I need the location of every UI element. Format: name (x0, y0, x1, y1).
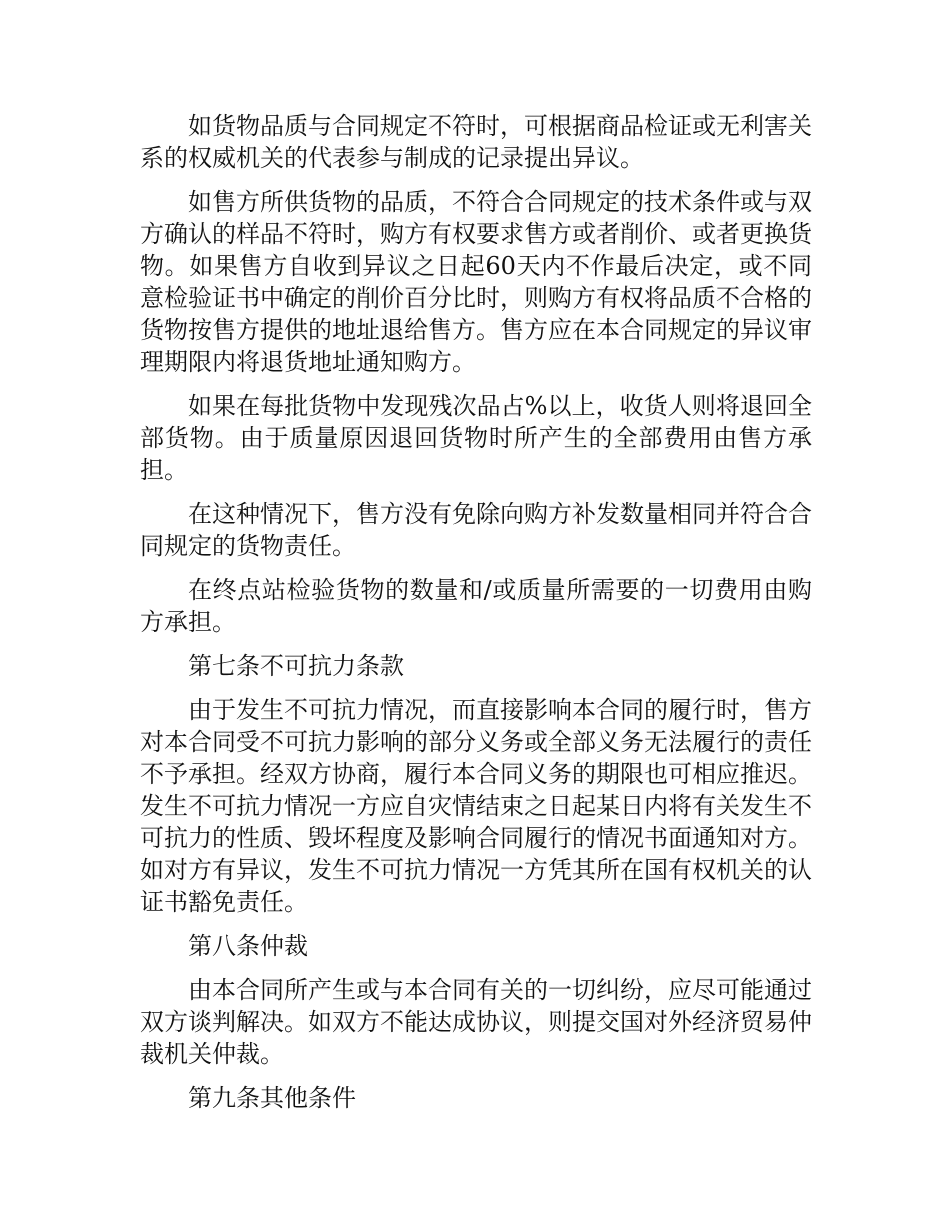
section-heading-article-8: 第八条仲裁 (188, 932, 308, 960)
paragraph-defect-return: 如果在每批货物中发现残次品占%以上，收货人则将退回全部货物。由于质量原因退回货物时所产生的全部费用由售方承担。 (140, 392, 812, 484)
paragraph-force-majeure: 由于发生不可抗力情况，而直接影响本合同的履行时，售方对本合同受不可抗力影响的部分义务或全部义务无法履行的责任不予承担。经双方协商，履行本合同义务的期限也可相应推迟。发生不可抗力情况一方应自灾情结束之日起某日内将有关发生不可抗力的性质、毁坏程度及影响合同履行的情况书面通知对方。如对方有异议，发生不可抗力情况一方凭其所在国有权机关的认证书豁免责任。 (140, 696, 812, 916)
document-body (140, 110, 812, 1126)
paragraph-inspection-cost: 在终点站检验货物的数量和/或质量所需要的一切费用由购方承担。 (140, 576, 812, 636)
paragraph-quality-objection: 如货物品质与合同规定不符时，可根据商品检证或无利害关系的权威机关的代表参与制成的记录提出异议。 (140, 112, 812, 172)
section-heading-article-7: 第七条不可抗力条款 (188, 652, 404, 680)
paragraph-replacement-liability: 在这种情况下，售方没有免除向购方补发数量相同并符合合同规定的货物责任。 (140, 500, 812, 560)
section-heading-article-9: 第九条其他条件 (188, 1084, 356, 1112)
paragraph-nonconforming-goods: 如售方所供货物的品质，不符合合同规定的技术条件或与双方确认的样品不符时，购方有权要求售方或者削价、或者更换货物。如果售方自收到异议之日起60天内不作最后决定，或不同意检验证书中确定的削价百分比时，则购方有权将品质不合格的货物按售方提供的地址退给售方。售方应在本合同规定的异议审理期限内将退货地址通知购方。 (140, 188, 812, 376)
paragraph-arbitration: 由本合同所产生或与本合同有关的一切纠纷，应尽可能通过双方谈判解决。如双方不能达成协议，则提交国对外经济贸易仲裁机关仲裁。 (140, 976, 812, 1068)
